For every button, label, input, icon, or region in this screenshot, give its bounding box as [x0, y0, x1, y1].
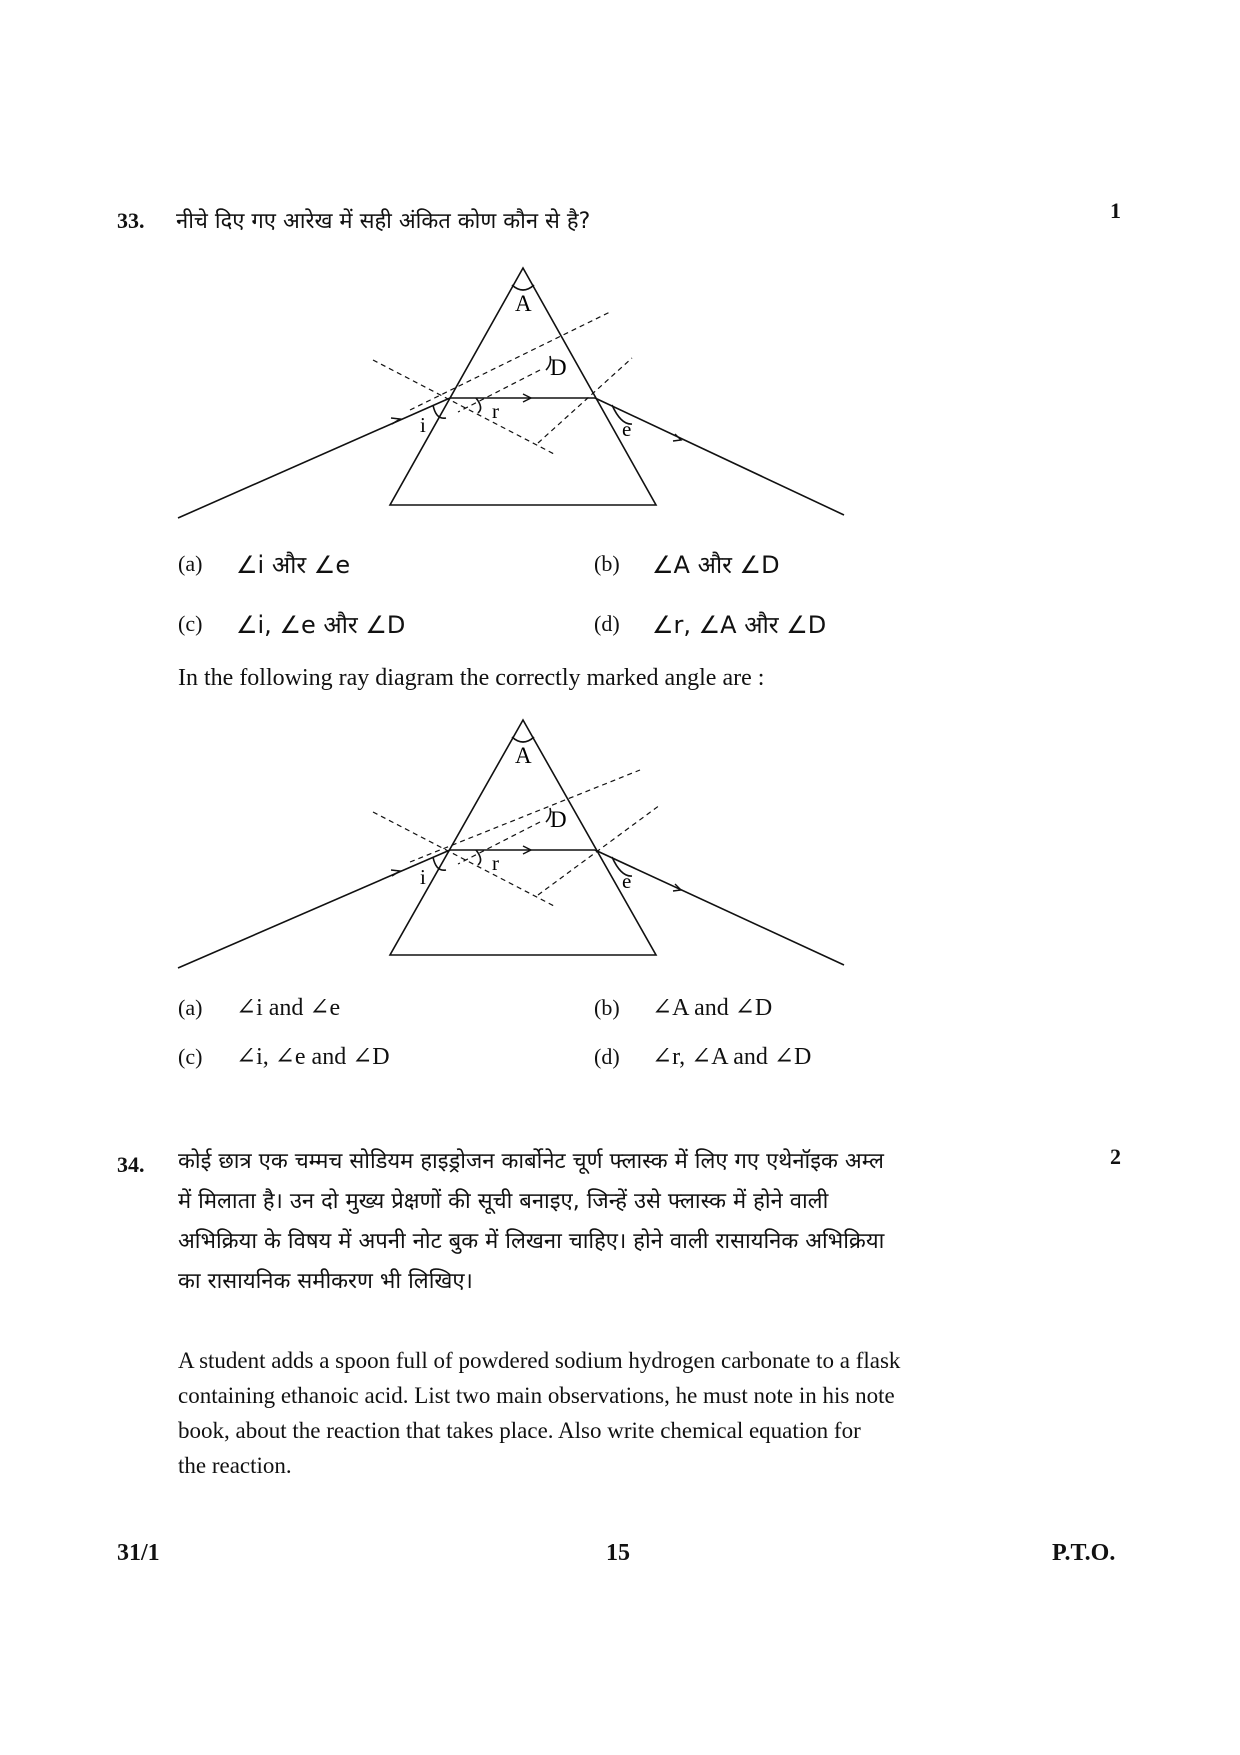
question-34-marks: 2	[1110, 1144, 1121, 1169]
option-b-label: (b)	[594, 551, 620, 576]
label-r: r	[492, 399, 499, 423]
english-line-1: A student adds a spoon full of powdered sodium hydrogen carbonate to a flask	[178, 1348, 901, 1373]
arrowhead-2	[523, 846, 531, 854]
label-i: i	[420, 865, 426, 889]
emergent-ray	[595, 850, 844, 965]
angle-arc-d	[546, 808, 551, 822]
question-34-hindi-text	[178, 1142, 1068, 1302]
prism-triangle	[390, 268, 656, 505]
arrowhead-2	[523, 394, 531, 402]
question-34-english-text	[178, 1343, 1068, 1483]
extended-incident-ray	[410, 312, 610, 410]
option-a-text: ∠i और ∠e	[236, 551, 351, 579]
arrowhead-1	[391, 870, 400, 876]
english-line-3: book, about the reaction that takes place. Also write chemical equation for	[178, 1418, 861, 1443]
hindi-line-2: में मिलाता है। उन दो मुख्य प्रेक्षणों की सूची बनाइए, जिन्हें उसे फ्लास्क में होने वाली	[178, 1189, 829, 1214]
normal-line-1	[373, 360, 556, 455]
emergent-ray	[595, 398, 844, 515]
angle-arc-d	[546, 356, 551, 370]
option-b-text: ∠A and ∠D	[652, 995, 773, 1021]
label-i: i	[420, 413, 426, 437]
extended-emergent-ray	[458, 370, 540, 412]
angle-arc-e	[612, 405, 632, 424]
label-r: r	[492, 851, 499, 875]
option-c-text: ∠i, ∠e and ∠D	[236, 1044, 390, 1070]
option-a-label: (a)	[178, 995, 203, 1020]
option-d-label: (d)	[594, 1044, 620, 1069]
footer-pto: P.T.O.	[1052, 1540, 1116, 1566]
label-a: A	[515, 291, 532, 316]
label-e: e	[622, 417, 632, 441]
question-number-34: 34.	[117, 1152, 145, 1177]
option-b-label: (b)	[594, 995, 620, 1020]
incident-ray	[178, 850, 450, 968]
arrowhead-3	[673, 434, 681, 441]
angle-arc-r	[476, 850, 481, 865]
extended-emergent-ray	[458, 822, 540, 864]
footer-page-number: 15	[606, 1540, 630, 1566]
label-d: D	[550, 807, 567, 832]
question-number-33: 33.	[117, 208, 145, 233]
footer-paper-code: 31/1	[117, 1540, 160, 1566]
arrowhead-3	[673, 884, 681, 891]
option-c-text: ∠i, ∠e और ∠D	[236, 611, 406, 639]
normal-line-2	[538, 805, 660, 895]
question-33-marks: 1	[1110, 198, 1121, 223]
option-a-text: ∠i and ∠e	[236, 995, 341, 1021]
english-line-4: the reaction.	[178, 1453, 292, 1478]
option-d-label: (d)	[594, 611, 620, 636]
option-a-label: (a)	[178, 551, 203, 576]
hindi-line-3: अभिक्रिया के विषय में अपनी नोट बुक में लिखना चाहिए। होने वाली रासायनिक अभिक्रिया	[178, 1229, 885, 1254]
option-b-text: ∠A और ∠D	[652, 551, 780, 579]
extended-incident-ray	[410, 770, 640, 862]
label-e: e	[622, 869, 632, 893]
hindi-line-4: का रासायनिक समीकरण भी लिखिए।	[178, 1269, 473, 1294]
angle-arc-r	[476, 398, 481, 413]
label-a: A	[515, 743, 532, 768]
angle-arc-i	[433, 857, 446, 870]
normal-line-1	[373, 812, 556, 907]
incident-ray	[178, 398, 450, 518]
normal-line-2	[538, 358, 632, 443]
prism-triangle	[390, 720, 656, 955]
option-d-text: ∠r, ∠A और ∠D	[652, 611, 827, 639]
question-33-english-text: In the following ray diagram the correctly marked angle are :	[178, 665, 765, 691]
angle-arc-i	[433, 405, 446, 418]
option-c-label: (c)	[178, 1044, 203, 1069]
arrowhead-1	[391, 418, 400, 424]
angle-arc-a	[512, 737, 534, 742]
english-line-2: containing ethanoic acid. List two main observations, he must note in his note	[178, 1383, 895, 1408]
angle-arc-a	[512, 285, 534, 290]
label-d: D	[550, 355, 567, 380]
question-33-hindi-text: नीचे दिए गए आरेख में सही अंकित कोण कौन से है?	[176, 209, 591, 234]
option-c-label: (c)	[178, 611, 203, 636]
angle-arc-e	[612, 857, 632, 876]
option-d-text: ∠r, ∠A and ∠D	[652, 1044, 812, 1070]
hindi-line-1: कोई छात्र एक चम्मच सोडियम हाइड्रोजन कार्बोनेट चूर्ण फ्लास्क में लिए गए एथेनॉइक अम्ल	[178, 1149, 884, 1174]
